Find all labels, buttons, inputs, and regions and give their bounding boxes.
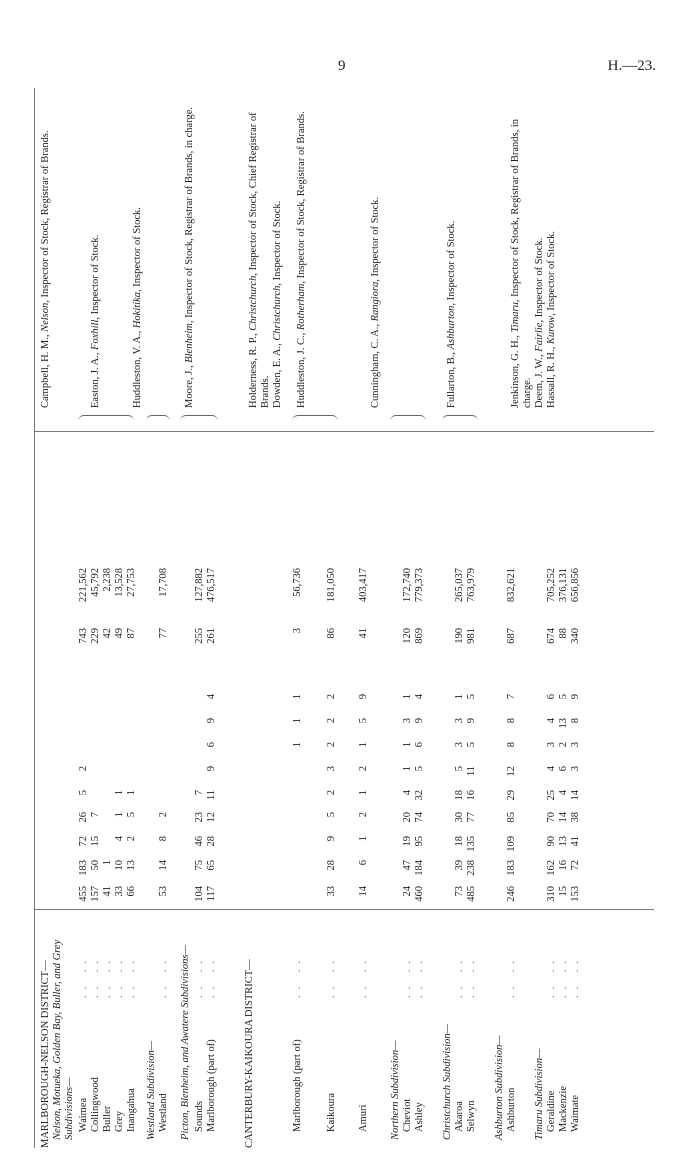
table-cell: 14 xyxy=(570,790,581,801)
table-cell: 779,373 xyxy=(414,568,425,603)
table-cell: 18 xyxy=(454,790,465,801)
inspector-station: Christchurch xyxy=(272,285,283,341)
row-label: Ashburton Subdivision— xyxy=(494,1035,505,1140)
table-cell: 183 xyxy=(506,860,517,876)
leader-dots: .. .. xyxy=(102,954,113,998)
table-cell: 656,856 xyxy=(570,568,581,603)
row-label: Mackenzie xyxy=(558,1085,569,1132)
table-cell: 9 xyxy=(414,718,425,724)
leader-dots: .. .. xyxy=(90,954,101,998)
row-label: Christchurch Subdivision— xyxy=(442,1024,453,1140)
row-label: Ashburton xyxy=(506,1087,517,1132)
header-rule xyxy=(34,88,35,1148)
table-cell: 763,979 xyxy=(466,568,477,603)
inspector-station: Rotherham xyxy=(296,283,307,331)
inspector-role: , Inspector of Stock, Chief Registrar of Brands. xyxy=(248,112,271,408)
leader-dots: .. .. xyxy=(466,954,477,998)
table-cell: 5 xyxy=(326,812,337,818)
inspector-name: Deem, J. W., xyxy=(534,351,545,408)
table-cell: 2 xyxy=(326,694,337,700)
group-brace xyxy=(442,415,478,424)
row-label: Marlborough (part of) xyxy=(206,1039,217,1132)
table-cell: 7 xyxy=(506,694,517,700)
table-cell: 109 xyxy=(506,836,517,852)
table-cell: 743 xyxy=(78,628,89,644)
table-cell: 460 xyxy=(414,886,425,902)
table-cell: 11 xyxy=(206,790,217,801)
row-label: MARLBOROUGH-NELSON DISTRICT— xyxy=(40,960,51,1148)
leader-dots: .. .. xyxy=(546,954,557,998)
table-cell: 190 xyxy=(454,628,465,644)
rotated-table-body xyxy=(34,88,654,1148)
table-cell: 135 xyxy=(466,836,477,852)
table-cell: 73 xyxy=(454,886,465,897)
table-cell: 5 xyxy=(78,790,89,796)
inspector-role: , Inspector of Stock. xyxy=(446,220,457,306)
leader-dots: .. .. xyxy=(194,954,205,998)
table-cell: 46 xyxy=(194,836,205,847)
table-cell: 705,252 xyxy=(546,568,557,603)
table-cell: 2 xyxy=(326,718,337,724)
table-cell: 3 xyxy=(326,766,337,772)
table-cell: 8 xyxy=(158,836,169,842)
inspector-name: Campbell, H. M., xyxy=(40,331,51,408)
table-cell: 70 xyxy=(546,812,557,823)
table-cell: 1 xyxy=(358,836,369,842)
table-cell: 2 xyxy=(558,742,569,748)
inspector-name: Hassall, R. H., xyxy=(546,344,557,408)
table-cell: 38 xyxy=(570,812,581,823)
table-cell: 476,517 xyxy=(206,568,217,603)
table-cell: 1 xyxy=(126,790,137,796)
inspector-station: Rangiora xyxy=(370,281,381,322)
table-cell: 11 xyxy=(466,766,477,777)
leader-dots: .. .. xyxy=(506,954,517,998)
table-cell: 6 xyxy=(558,766,569,772)
table-cell: 1 xyxy=(454,694,465,700)
table-cell: 4 xyxy=(114,836,125,842)
table-cell: 3 xyxy=(292,628,303,634)
table-cell: 5 xyxy=(414,766,425,772)
table-cell: 1 xyxy=(292,694,303,700)
inspector-name: Jenkinson, G. H., xyxy=(510,332,521,408)
inspector-role: , Inspector of Stock. xyxy=(370,196,381,282)
table-cell: 117 xyxy=(206,886,217,902)
table-cell: 1 xyxy=(358,790,369,796)
table-cell: 687 xyxy=(506,628,517,644)
row-label: Sounds xyxy=(194,1101,205,1132)
table-cell: 229 xyxy=(90,628,101,644)
table-cell: 7 xyxy=(194,790,205,796)
table-cell: 86 xyxy=(326,628,337,639)
table-cell: 18 xyxy=(454,836,465,847)
table-cell: 2 xyxy=(326,742,337,748)
inspector-role: , Inspector of Stock. xyxy=(132,207,143,292)
table-cell: 5 xyxy=(466,742,477,748)
row-label: Akaroa xyxy=(454,1101,465,1132)
table-cell: 13,528 xyxy=(114,568,125,597)
table-cell: 2 xyxy=(326,790,337,796)
table-cell: 6 xyxy=(358,860,369,866)
table-cell: 183 xyxy=(78,860,89,876)
table-cell: 9 xyxy=(206,718,217,724)
table-cell: 32 xyxy=(414,790,425,801)
table-cell: 95 xyxy=(414,836,425,847)
inspector-entry xyxy=(132,98,144,408)
table-cell: 3 xyxy=(454,742,465,748)
row-label: CANTERBURY-KAIKOURA DISTRICT— xyxy=(244,959,255,1148)
table-cell: 3 xyxy=(454,718,465,724)
row-label: Kaikoura xyxy=(326,1092,337,1132)
table-cell: 265,037 xyxy=(454,568,465,603)
table-cell: 4 xyxy=(546,766,557,772)
table-cell: 8 xyxy=(570,718,581,724)
inspector-role: , Inspector of Stock. xyxy=(90,234,101,320)
table-cell: 6 xyxy=(546,694,557,700)
table-cell: 181,050 xyxy=(326,568,337,603)
leader-dots: .. .. xyxy=(78,954,89,998)
table-cell: 33 xyxy=(326,886,337,897)
table-cell: 20 xyxy=(402,812,413,823)
group-brace xyxy=(146,415,170,424)
table-cell: 4 xyxy=(558,790,569,796)
inspector-role: , Inspector of Stock, Registrar of Brands. xyxy=(296,111,307,284)
inspector-role: , Inspector of Stock, Registrar of Brands, in charge. xyxy=(184,106,195,324)
table-cell: 2 xyxy=(78,766,89,772)
inspector-entry xyxy=(90,98,102,408)
table-cell: 157 xyxy=(90,886,101,902)
table-cell: 1 xyxy=(358,742,369,748)
table-cell: 41 xyxy=(358,628,369,639)
table-cell: 5 xyxy=(454,766,465,772)
leader-dots: .. .. xyxy=(358,954,369,998)
table-cell: 8 xyxy=(506,718,517,724)
inspector-entry xyxy=(272,98,284,408)
row-label: Picton, Blenheim, and Awatere Subdivisions— xyxy=(180,945,191,1140)
group-brace xyxy=(390,415,426,424)
table-cell: 19 xyxy=(402,836,413,847)
column-rule xyxy=(34,431,654,432)
inspector-station: Timaru xyxy=(510,302,521,333)
inspector-entry xyxy=(510,98,534,408)
leader-dots: .. .. xyxy=(114,954,125,998)
table-cell: 6 xyxy=(206,742,217,748)
table-cell: 376,131 xyxy=(558,568,569,603)
row-label: Ashley xyxy=(414,1102,425,1132)
table-cell: 23 xyxy=(194,812,205,823)
row-label: Nelson, Motueka, Golden Bay, Buller, and Grey xyxy=(52,939,63,1140)
table-cell: 1 xyxy=(102,860,113,866)
row-label: Westland xyxy=(158,1093,169,1132)
table-cell: 1 xyxy=(402,694,413,700)
row-label: Geraldine xyxy=(546,1090,557,1132)
inspector-entry xyxy=(40,98,52,408)
table-cell: 15 xyxy=(90,836,101,847)
row-label: Buller xyxy=(102,1105,113,1132)
row-label: Northern Subdivision— xyxy=(390,1040,401,1140)
table-cell: 403,417 xyxy=(358,568,369,603)
table-cell: 5 xyxy=(358,718,369,724)
table-cell: 4 xyxy=(414,694,425,700)
report-code: H.—23. xyxy=(607,58,656,74)
table-cell: 49 xyxy=(114,628,125,639)
table-cell: 16 xyxy=(558,860,569,871)
inspector-name: Huddleston, V. A., xyxy=(132,328,143,408)
table-cell: 238 xyxy=(466,860,477,876)
group-brace xyxy=(180,415,218,424)
row-label: Cheviot xyxy=(402,1098,413,1132)
table-cell: 3 xyxy=(402,718,413,724)
table-cell: 17,708 xyxy=(158,568,169,597)
table-cell: 162 xyxy=(546,860,557,876)
table-cell: 85 xyxy=(506,812,517,823)
table-cell: 56,736 xyxy=(292,568,303,597)
table-cell: 75 xyxy=(194,860,205,871)
table-cell: 7 xyxy=(90,812,101,818)
leader-dots: .. .. xyxy=(402,954,413,998)
inspector-station: Kurow xyxy=(546,315,557,345)
inspector-entry xyxy=(184,98,196,408)
table-cell: 2 xyxy=(358,766,369,772)
table-cell: 1 xyxy=(114,790,125,796)
table-cell: 153 xyxy=(570,886,581,902)
leader-dots: .. .. xyxy=(454,954,465,998)
table-cell: 90 xyxy=(546,836,557,847)
inspector-station: Nelson xyxy=(40,302,51,332)
table-cell: 14 xyxy=(358,886,369,897)
table-cell: 42 xyxy=(102,628,113,639)
inspector-station: Ashburton xyxy=(446,305,457,350)
inspector-name: Cunningham, C. A., xyxy=(370,321,381,408)
table-cell: 14 xyxy=(158,860,169,871)
inspector-entry xyxy=(534,98,546,408)
inspector-entry xyxy=(248,98,272,408)
table-cell: 25 xyxy=(546,790,557,801)
table-cell: 30 xyxy=(454,812,465,823)
page-number: 9 xyxy=(338,58,346,74)
inspector-name: Dowden, E. A., xyxy=(272,340,283,408)
inspector-name: Fullarton, B., xyxy=(446,349,457,408)
inspector-role: , Inspector of Stock. xyxy=(534,237,545,323)
table-cell: 14 xyxy=(558,812,569,823)
table-cell: 127,882 xyxy=(194,568,205,603)
table-cell: 9 xyxy=(206,766,217,772)
table-cell: 1 xyxy=(402,766,413,772)
table-cell: 13 xyxy=(558,718,569,729)
inspector-entry xyxy=(546,98,558,408)
table-cell: 184 xyxy=(414,860,425,876)
table-cell: 77 xyxy=(466,812,477,823)
table-cell: 39 xyxy=(454,860,465,871)
group-brace xyxy=(78,415,134,424)
table-cell: 1 xyxy=(114,812,125,818)
table-cell: 12 xyxy=(506,766,517,777)
table-cell: 8 xyxy=(506,742,517,748)
table-cell: 4 xyxy=(402,790,413,796)
table-cell: 77 xyxy=(158,628,169,639)
leader-dots: .. .. xyxy=(206,954,217,998)
table-cell: 6 xyxy=(414,742,425,748)
table-cell: 261 xyxy=(206,628,217,644)
table-cell: 2 xyxy=(158,812,169,818)
row-label: Waimea xyxy=(78,1097,89,1132)
table-cell: 26 xyxy=(78,812,89,823)
table-cell: 172,740 xyxy=(402,568,413,603)
table-cell: 104 xyxy=(194,886,205,902)
table-cell: 869 xyxy=(414,628,425,644)
inspector-role: , Inspector of Stock. xyxy=(272,200,283,286)
leader-dots: .. .. xyxy=(158,954,169,998)
table-cell: 41 xyxy=(570,836,581,847)
table-cell: 72 xyxy=(570,860,581,871)
table-cell: 28 xyxy=(206,836,217,847)
table-cell: 2 xyxy=(126,836,137,842)
table-cell: 47 xyxy=(402,860,413,871)
table-cell: 455 xyxy=(78,886,89,902)
table-cell: 5 xyxy=(466,694,477,700)
table-cell: 33 xyxy=(114,886,125,897)
table-cell: 120 xyxy=(402,628,413,644)
table-cell: 9 xyxy=(358,694,369,700)
row-label: Westland Subdivision— xyxy=(146,1040,157,1140)
table-cell: 5 xyxy=(558,694,569,700)
row-label: Marlborough (part of) xyxy=(292,1039,303,1132)
table-cell: 832,621 xyxy=(506,568,517,603)
row-label: Selwyn xyxy=(466,1100,477,1132)
inspector-name: Holderness, R. P., xyxy=(248,330,259,408)
inspector-entry xyxy=(370,98,382,408)
table-cell: 87 xyxy=(126,628,137,639)
row-label: Amuri xyxy=(358,1104,369,1132)
leader-dots: .. .. xyxy=(558,954,569,998)
leader-dots: .. .. xyxy=(570,954,581,998)
table-cell: 9 xyxy=(570,694,581,700)
table-cell: 9 xyxy=(466,718,477,724)
inspector-role: , Inspector of Stock, Registrar of Brands. xyxy=(40,130,51,303)
row-label: Timaru Subdivision— xyxy=(534,1048,545,1140)
inspector-name: Huddleston, J. C., xyxy=(296,330,307,408)
table-cell: 340 xyxy=(570,628,581,644)
table-cell: 16 xyxy=(466,790,477,801)
row-label: Subdivisions— xyxy=(64,1077,75,1140)
table-cell: 9 xyxy=(326,836,337,842)
table-cell: 246 xyxy=(506,886,517,902)
stock-returns-table xyxy=(34,88,654,1148)
table-cell: 13 xyxy=(558,836,569,847)
inspector-entry xyxy=(446,98,458,408)
table-cell: 27,753 xyxy=(126,568,137,597)
row-label: Collingwood xyxy=(90,1077,101,1132)
inspector-name: Moore, J., xyxy=(184,362,195,408)
table-cell: 3 xyxy=(570,766,581,772)
table-cell: 5 xyxy=(126,812,137,818)
table-cell: 221,562 xyxy=(78,568,89,603)
table-cell: 1 xyxy=(402,742,413,748)
table-cell: 66 xyxy=(126,886,137,897)
table-cell: 15 xyxy=(558,886,569,897)
table-cell: 674 xyxy=(546,628,557,644)
inspector-station: Hokitika xyxy=(132,292,143,329)
inspector-entry xyxy=(296,98,308,408)
table-cell: 310 xyxy=(546,886,557,902)
table-cell: 24 xyxy=(402,886,413,897)
table-cell: 2,238 xyxy=(102,568,113,592)
row-label: Inangahua xyxy=(126,1088,137,1132)
table-cell: 41 xyxy=(102,886,113,897)
table-cell: 3 xyxy=(570,742,581,748)
table-cell: 12 xyxy=(206,812,217,823)
table-cell: 88 xyxy=(558,628,569,639)
inspector-station: Fairlie xyxy=(534,322,545,352)
table-cell: 50 xyxy=(90,860,101,871)
inspector-station: Blenheim xyxy=(184,323,195,363)
table-cell: 72 xyxy=(78,836,89,847)
table-cell: 13 xyxy=(126,860,137,871)
leader-dots: .. .. xyxy=(126,954,137,998)
table-cell: 4 xyxy=(206,694,217,700)
leader-dots: .. .. xyxy=(414,954,425,998)
table-cell: 28 xyxy=(326,860,337,871)
inspector-station: Foxhill xyxy=(90,319,101,350)
table-cell: 2 xyxy=(358,812,369,818)
table-cell: 485 xyxy=(466,886,477,902)
leader-dots: .. .. xyxy=(326,954,337,998)
inspector-role: , Inspector of Stock. xyxy=(546,231,557,316)
inspector-name: Easton, J. A., xyxy=(90,349,101,408)
row-label: Grey xyxy=(114,1111,125,1132)
table-cell: 74 xyxy=(414,812,425,823)
table-cell: 10 xyxy=(114,860,125,871)
leader-dots: .. .. xyxy=(292,954,303,998)
table-cell: 1 xyxy=(292,718,303,724)
inspector-station: Christchurch xyxy=(248,275,259,331)
table-cell: 4 xyxy=(546,718,557,724)
table-cell: 53 xyxy=(158,886,169,897)
table-cell: 65 xyxy=(206,860,217,871)
table-cell: 1 xyxy=(292,742,303,748)
table-cell: 29 xyxy=(506,790,517,801)
table-cell: 45,792 xyxy=(90,568,101,597)
table-cell: 3 xyxy=(546,742,557,748)
table-cell: 981 xyxy=(466,628,477,644)
group-brace xyxy=(292,415,338,424)
row-label: Waimate xyxy=(570,1094,581,1132)
inspector-role: , Inspector of Stock, Registrar of Brands, in charge. xyxy=(510,118,533,408)
table-cell: 255 xyxy=(194,628,205,644)
